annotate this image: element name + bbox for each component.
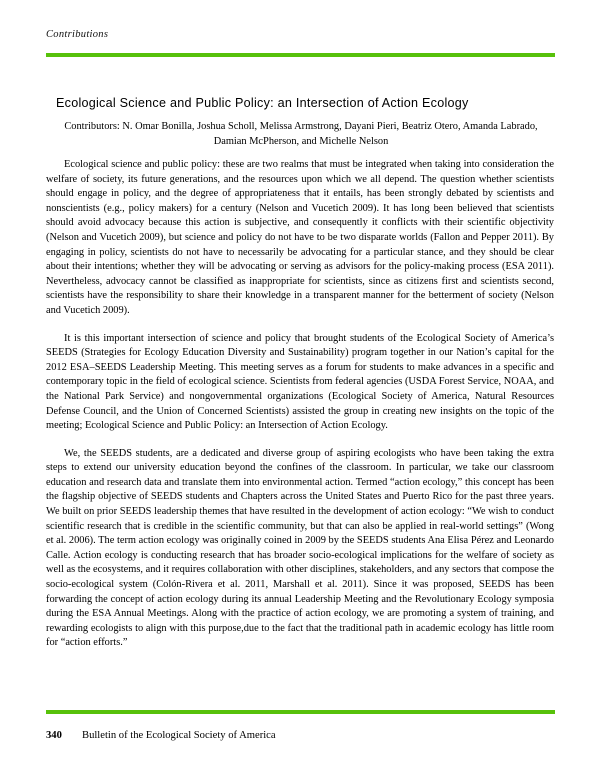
body-paragraph: We, the SEEDS students, are a dedicated and diverse group of aspiring ecologists who have been taking the extra steps to extend our university education beyond the confines of the classroom. In particular, we take our classroom education and research data and translate them into environmental action. Termed “action ecology,” this concept has been the flagship objective of SEEDS students and Chapters across the United States and Puerto Rico for the past three years. We built on prior SEEDS leadership themes that have resulted in the development of action ecology: “We wish to conduct scientific research that is credible in the scientific community, but that can also be applied in real-world settings” (Wong et al. 2006). The term action ecology was originally coined in 2009 by the SEEDS students Ana Elisa Pérez and Leonardo Calle. Action ecology is conducting research that has broader socio-ecological implications for the welfare of society as well as the ecosystems, and it requires collaboration with other disciplines, stakeholders, and any sectors that compose the socio-ecological system (Colón-Rivera et al. 2011, Marshall et al. 2011). Since it was proposed, SEEDS has been forwarding the concept of action ecology during its annual Leadership Meeting and the Revolutionary Ecology symposia during the ESA Annual Meetings. Along with the practice of action ecology, we are promoting a system of training, and rewarding ecologists to align with this purpose,due to the fact that the traditional path in academic ecology has little room for “action efforts.” [46, 447, 554, 649]
footer-rule [46, 710, 555, 714]
page-footer [46, 730, 276, 741]
header-rule [46, 53, 555, 57]
body-paragraph: Ecological science and public policy: these are two realms that must be integrated when taking into consideration the welfare of society, its future generations, and the resources upon which we all depend. The question whether scientists should engage in policy, and the degree of appropriateness that it entails, has been strongly debated by scientists and nonscientists (e.g., policy makers) for a century (Nelson and Vucetich 2009). It has long been believed that scientists should avoid advocacy because this action is subjective, and consequently it conflicts with their scientific objectivity (Nelson and Vucetich 2009), but science and policy do not have to be two disparate worlds (Fallon and Pepper 2011). By engaging in policy, scientists do not have to necessarily be advocating for a particular stance, and they should be clear about their intentions; whether they will be advocating or serving as advisors for the policy-making process (ESA 2011). Nevertheless, advocacy cannot be classified as inappropriate for scientists, since as citizens first and scientists second, scientists have the responsibility to share their knowledge in a transparent manner for the betterment of society (Nelson and Vucetich 2009). [46, 159, 554, 316]
body-paragraph: It is this important intersection of science and policy that brought students of the Ecological Society of America’s SEEDS (Strategies for Ecology Education Diversity and Sustainability) program together in our Nation’s capital for the 2012 ESA–SEEDS Leadership Meeting. This meeting serves as a forum for students to make advances in a specific and contemporary topic in the field of ecological science. Scientists from federal agencies (USDA Forest Service, NOAA, and the National Park Service) and nongovernmental organizations (Ecological Society of America, Natural Resources Defense Council, and the Union of Concerned Scientists) assisted the group in creating new insights on the topic of the meeting; Ecological Science and Public Policy: an Intersection of Action Ecology. [46, 332, 554, 432]
contributors-line: Contributors: N. Omar Bonilla, Joshua Scholl, Melissa Armstrong, Dayani Pieri, Beatriz Otero, Amanda Labrado, Damian McPherson, and Michelle Nelson [64, 121, 538, 147]
page-number: 340 [46, 730, 62, 741]
footer-journal-title: Bulletin of the Ecological Society of America [82, 730, 276, 741]
article-title: Ecological Science and Public Policy: an Intersection of Action Ecology [56, 96, 469, 110]
running-head: Contributions [46, 29, 109, 40]
article-body [46, 158, 554, 651]
